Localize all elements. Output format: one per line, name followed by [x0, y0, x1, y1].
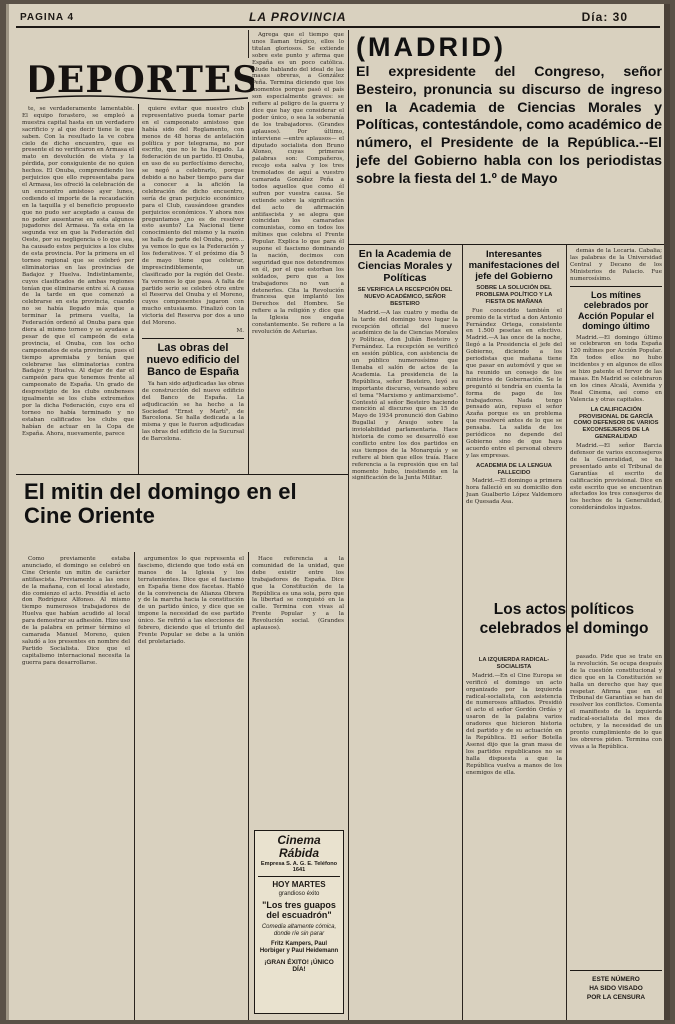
- ad-subtitle: grandioso éxito: [278, 891, 320, 897]
- right-col: [570, 248, 662, 594]
- academia-text: Madrid.—A las cuatro y media de la tarde del domingo tuvo lugar la recepción oficial del nuevo académico de la de Ciencias Morales y Políticas, don Julián Besteiro y Fernández. La recepción se verificó en sesión pública, con asistencia de un público numerosísimo que llenaba el salón de actos de la Academia. La presidencia de la República, señor Besteiro, leyó su importante discurso, versando sobre el tema "Marxismo y antimarxismo". Contestó al señor Besteiro haciendo mención al discurso que en 15 de Mayo de 1934 pronunció don Gabino Bugallal y Araujo sobre la inviolabilidad parlamentaria. Hace historia de como se desarrolló ese conflicto entre los dos partidos en sus tiempos de la Monarquía y se refiere al bien que ellos traía. Hace referencia a la represión que en tal momento hubo, insistiendo en la significación de la Junta Militar.: [352, 309, 458, 482]
- banco-text: Ya han sido adjudicadas las obras de construcción del nuevo edificio del Banco de España. La adjudicación se ha hecho a la Sociedad "Ernst y Martí", de Barcelona. Se halla dedicada a la misma y que le fueron adjudicadas las obras del edificio de la Sucursal de Barcelona.: [142, 380, 244, 443]
- ad-film: "Los tres guapos del escuadrón": [262, 900, 336, 920]
- actos-text-2: pasado. Pide que se trate en la revolución. Se ocupa después de la cuestión constitucional y dice que en la Constitución se halla un derecho que hay que respetar. Afirma que en el Tribunal de Garantías se han de resolver los conflictos. Comenta el manifiesto de la izquierda radical-socialista del mes de octubre, y la necesidad de un pronto cumplimiento de lo que los obreros piden. Termina con vivas a la República.: [570, 654, 662, 750]
- banco-headline: Las obras del nuevo edificio del Banco de España: [146, 341, 240, 378]
- mitin-continuation-col: [252, 32, 344, 472]
- actos-col-2: [570, 654, 662, 964]
- actos-subhead: LA IZQUIERDA RADICAL-SOCIALISTA: [478, 657, 550, 670]
- deportes-col-1: [22, 106, 134, 474]
- deportes-text-1: te, se verdaderamente lamentable. El equipo forastero, se empleó a muestra capital hasta en un verdadero sacrificio y al que decir tiene le que saben. Con la resultado la ve cobra cielo de dicho encuentro, que es presente el no verificaron en Armasa el mato en devolución de vista y la pérdida, por consiguiente de no quien hechos. El Onuba, comprendiendo los perjuicios que ello representaba para el Armasa, les ofreció la celebración de un encuentro amistoso ayer lunes, cediendo el importe de la recaudación en la taquilla y el beneficio propuesto que no pudo ser aceptado a causa de no poder ausentarse en esta algunos jugadores del Armasa. Ya esta en la segunda vez en que la Federación del Oeste, por su negligencia o lo que sea, ha causado estos perjuicios a los clubs de esta provincia. Por la primera en el torneo regional que se celebró por eliminatorias en las provincias de Badajoz y Huelva. Indistintamente, cuyos clasificados de ambas regiones tenían que eliminarse entre sí. A causa de la tarde en que comenzó a celebrarse en esta provincia, cuando no se había llegado más que a terminar la primera vuelta, la Federación ordenó al Onuba para que diera al mismo torneo y se ayudase a pesar de que el campeón de esta provincia, el Onuba, con los ocho campeonatos de esta provincia, pues el tiempo apremiaba y tenían que celebrarse las eliminatorias contra Badajoz y Huelva. Al dejar de dar el campeón para que tenemos frente al campeonato de España. Un grado de desprestigio de los clubs onubenses igualmente se los clubs extremeños por la dicha Federación, cuyo era el torneo no había terminado y no estaban calificados los clubs que habían de actuar en la Copa de España. Ahora, nuevamente, parece: [22, 106, 134, 437]
- academia-headline: En la Academia de Ciencias Morales y Políticas: [357, 248, 453, 284]
- gobierno-subhead: SOBRE LA SOLUCIÓN DEL PROBLEMA POLÍTICO Y LA FIESTA DE MAÑANA: [475, 285, 553, 305]
- lengua-subhead: ACADEMIA DE LA LENGUA FALLECIDO: [476, 462, 552, 476]
- ad-cast: Fritz Kampers, Paul Horbiger y Paul Heidemann: [259, 941, 339, 954]
- deportes-text-2: quiere evitar que nuestro club representativo pueda tomar parte en el campeonato amistoso que había sido del Reglamento, con menos de 48 horas de antelación política y por telegrama, no por escrito, que no le ha llegado. La federación de un partido. El Onuba, en uso de su perfectísimo derecho, se negó a celebrarlo, porque debido a no haber tiempo para dar a conocer a la afición la celebración de dicho encuentro, sería de gran perjuicio económico para el Club, causándose grandes perjuicios económicos. Y ahora nos preguntamos ¿no es de resolver esto asunto? La Nacional tiene conocimiento del mismo y la razón se halla de parte del Onuba, pero... ya vemos lo que es la Federación y los federativos. Y el próximo día 5 de mayo tiene que celebrar, imprescindiblemente, un clasificado por la región del Oeste. Ya veremos lo que pasa. A falta de partido serio se celebró otro entre el Reserva del Onuba y el Moreno, cuyos componentes jugaron con mucho entusiasmo. Finalizó con la victoria del Reserva por dos a uno del Moreno.: [142, 106, 244, 327]
- censor-notice: [570, 970, 662, 1014]
- madrid-headline-block: [356, 32, 662, 244]
- mitin-text-1: Como previamente estaba anunciado, el domingo se celebró en Cine Oriente un mitin de carácter antifascista. Previamente a las once de la mañana, con el local atestado, dio comienzo el acto. Presidía el acto don Rodríguez Alfonso. Al mismo tiempo numerosos trabajadores de Huelva que habían acudido al local para demostrar su adhesión. Hizo uso de la palabra en primer término el camarada Manuel Moreno, quien saludó a los presentes en nombre del Partido Socialista. Dice que el capitalismo internacional necesita la guerra para desarrollarse.: [22, 556, 130, 666]
- ad-description: Comedia altamente cómica, donde ríe sin parar: [261, 924, 337, 937]
- page-edge-shadow: [664, 4, 670, 1020]
- masthead: LA PROVINCIA: [249, 10, 347, 24]
- mitin-col-2: [138, 556, 244, 1016]
- column-rule: [462, 244, 463, 1020]
- header-rule: [16, 26, 660, 28]
- ad-cta: ¡GRAN ÉXITO! ¡ÚNICO DÍA!: [264, 959, 334, 973]
- gobierno-text: Fue concedido también el premio de la virtud a don Antonio Fernández Ortega, consistente en 1.500 pesetas en efectivo. Madrid.—A las once de la noche, llegó a la Presidencia el jefe del Gobierno, diciendo a los periodistas que mañana tiene que pasar en automóvil y que se ha reunido un consejo de los ministros de Gobernación. Se le preguntó si tendría en cuenta la forma de pago de los trabajadores. Nada tengo pensado aún, repuso el señor Azaña porque es un problema que resolveré antes de lo que se pensaba. La salida de los periódicos no depende del Gobierno sino de que haya acuerdo entre el personal obrero y las empresas.: [466, 307, 562, 459]
- mitin-text-3: Hace referencia a la comunidad de la unidad, que debe existir entre los trabajadores de España. Dice que la Constitución de la República es una sola, pero que la libertad se conquistó en la calle. Termina con vivas al Frente Popular y a la Revolución social. (Grandes aplausos).: [252, 556, 344, 632]
- newspaper-page: [6, 4, 670, 1020]
- column-rule: [348, 30, 349, 1020]
- gobierno-col: [466, 248, 562, 588]
- column-rule: [248, 552, 249, 1020]
- actos-headline: Los actos políticos celebrados el domingo: [479, 601, 649, 637]
- page-number: PAGINA 4: [20, 12, 75, 23]
- madrid-headline: El expresidente del Congreso, señor Besteiro, pronuncia su discurso de ingreso en la Academia de Ciencias Morales y Políticas, contestándole, como académico de número, el Presidente de la República.--El jefe del Gobierno habla con los periodistas sobre la fiesta del 1.º de Mayo: [356, 64, 662, 187]
- date-label: Día: 30: [581, 10, 628, 24]
- column-rule: [138, 104, 139, 474]
- deportes-col-2: [142, 106, 244, 474]
- ad-title: Cinema Rábida: [277, 833, 321, 860]
- deportes-signature: M.: [236, 328, 244, 334]
- censor-line-2: HA SIDO VISADO: [589, 985, 643, 992]
- mitin-headline: El mitin del domingo en el Cine Oriente: [24, 480, 297, 528]
- lengua-text: Madrid.—El domingo a primera hora falleció en su domicilio don Juan Gualberto López Valdemoro de Quesada Asa.: [466, 478, 562, 506]
- mitin-col-1: [22, 556, 130, 1016]
- madrid-dateline: (MADRID): [356, 32, 506, 62]
- page-header: [14, 10, 662, 24]
- column-rule: [134, 552, 135, 1020]
- mitines-text: Madrid.—El domingo último se celebraron en toda España 120 mítines por Acción Popular. En todos ellos no hubo incidentes y en algunos de ellos se hizo patente el fervor de las masas. En Madrid se celebraron en los cines Alcalá, Avenida y Real Cinema, así como en Valencia y otras capitales.: [570, 334, 662, 403]
- censor-line-1: ESTE NÚMERO: [592, 976, 640, 983]
- ad-today: HOY MARTES: [272, 880, 326, 889]
- actos-col-1: [466, 654, 562, 1016]
- deportes-logo: [30, 58, 254, 102]
- right-col-text: demás de la Lecaria. Cabalia; las palabras de la Universidad Central y Decano de los Ministerios de Palacio. Fue numerosísimo.: [570, 248, 662, 282]
- deportes-logo-text: DEPORTES: [30, 59, 254, 101]
- gobierno-headline: Interesantes manifestaciones del jefe del Gobierno: [468, 249, 560, 282]
- ad-phone: Teléfono 1641: [292, 861, 338, 873]
- mitin-continuation-text: Agrega que el tiempo que unos llaman trágico, ellos lo titulan gloriosos. Se extiende sobre este punto y afirma que España es un poco católica. Alude hablando del ideal de las masas obreras, a González Peña. Termina diciendo que los momentos porque pasó el país son especialmente graves: se refiere al peligro de la guerra y dice que hay que considerar el poder único, o sea la soberanía de los trabajadores. (Grandes aplausos). Por último, interviene —entre aplausos— el diputado socialista don Bruno Alonso, cuyas primeras palabras son: Compañeros, recojo esta salva y los tres tremolados de aquí a vuestro camarada González Peña a todos aquellos que como él sufren por vuestra causa. Se extiende sobre la significación del acto de afirmación antifascista y se alegra que coincidan los camaradas comunistas, como en todos los mítines que celebra el Frente Popular. Explica lo que para él supone el fascismo dominando la nación, decimos con seguridad que nos detendremos en él, por el que estorban los soldados, pero que a los trabajadores no van a detenerles. Cita la Revolución francesa que implantó los Derechos del Hombre. Se refiere a la religión y dice que la Iglesia nos engaña constantemente. Se refiere a la revolución de Asturias.: [252, 32, 344, 335]
- actos-text-1: Madrid.—En el Cine Europa se verificó el domingo un acto organizado por la izquierda radical-socialista, con asistencia de numerosos afiliados. Presidió el acto el señor Gordón Ordás y usaron de la palabra varios oradores que hicieron historia del partido y de su actuación en la República. El señor Botella Asensi dijo que la gran masa de los partidos republicanos no se halla dispuesta a que la República vuelva a manos de los enemigos de ella.: [466, 672, 562, 776]
- page-fold-shadow: [6, 4, 9, 1020]
- mitin-col-3: [252, 556, 344, 824]
- calificacion-text: Madrid.—El señor Barcia defensor de varios exconsejeros de la Generalidad, se ha presentado ante el Tribunal de Garantías el escrito de calificación provisional. Dice en este escrito que se encuentran afectados los tres consejeros de los hechos de la Generalidad, considerándolos injustos.: [570, 443, 662, 512]
- calificacion-subhead: LA CALIFICACIÓN PROVISIONAL DE GARCÍA COMO DEFENSOR DE VARIOS EXCONSEJEROS DE LA GENERALIDAD: [573, 406, 659, 441]
- mitin-text-2: argumentos lo que representa el fascismo, diciendo que todo está en manos de la Iglesia y los terratenientes. Dice que el fascismo en España tiene dos facetas. Habló de la convivencia de Alianza Obrera y de la marcha hacia la constitución de un partido único, y dice que se impone la necesidad de ese partido único. Se refirió a las elecciones de febrero, diciendo que el triunfo del Frente Popular se debe a la unión del proletariado.: [138, 556, 244, 645]
- cinema-rabida-ad: [254, 830, 344, 1014]
- academia-subhead: SE VERIFICA LA RECEPCIÓN DEL NUEVO ACADÉMICO, SEÑOR BESTEIRO: [357, 287, 453, 307]
- mitines-headline: Los mítines celebrados por Acción Popular el domingo último: [577, 289, 655, 332]
- deportes-logo-graphic: [30, 58, 254, 102]
- academia-col: [352, 248, 458, 1016]
- censor-line-3: POR LA CENSURA: [586, 994, 646, 1001]
- ad-empresa: Empresa S. A. G. E.: [260, 861, 313, 867]
